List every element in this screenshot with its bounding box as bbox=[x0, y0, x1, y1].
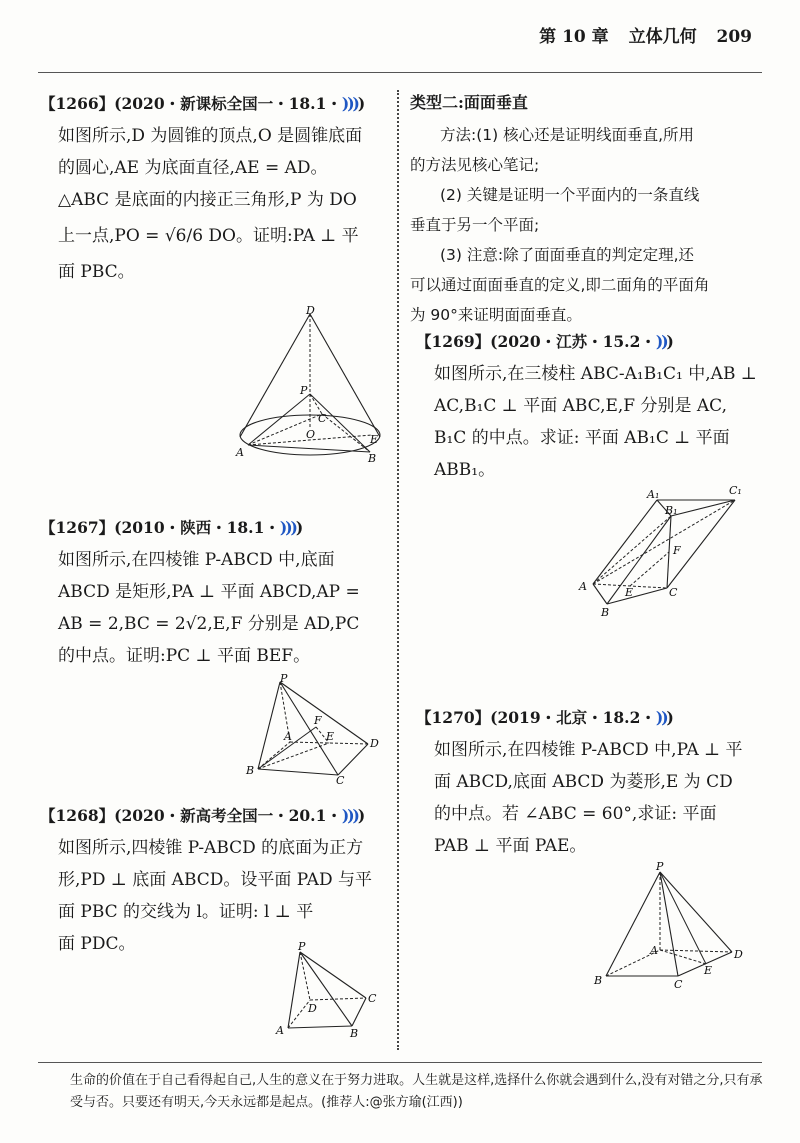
chapter-label: 第 10 章 bbox=[539, 27, 609, 47]
problem-1270-line: 的中点。若 ∠ABC = 60°,求证: 平面 bbox=[434, 804, 717, 824]
problem-1270-head: 【1270】(2019・北京・18.2・))) bbox=[416, 708, 674, 727]
label-C1: C₁ bbox=[729, 484, 742, 497]
problem-1269-line: B₁C 的中点。求证: 平面 AB₁C ⊥ 平面 bbox=[434, 428, 730, 448]
problem-1266-line: 的圆心,AE 为底面直径,AE = AD。 bbox=[58, 158, 328, 178]
problem-1269-head: 【1269】(2020・江苏・15.2・))) bbox=[416, 332, 674, 351]
label-E: E bbox=[704, 964, 713, 977]
problem-1269-line: ABB₁。 bbox=[434, 460, 496, 480]
problem-1268-line: 形,PD ⊥ 底面 ABCD。设平面 PAD 与平 bbox=[58, 870, 372, 890]
pyramid-1268-figure bbox=[270, 940, 390, 1040]
label-P: P bbox=[300, 384, 308, 397]
problem-1269 bbox=[416, 326, 764, 486]
label-P: P bbox=[656, 860, 664, 873]
problem-1266 bbox=[40, 88, 388, 288]
label-E: E bbox=[370, 433, 379, 446]
problem-1268-line: 面 PBC 的交线为 l。证明: l ⊥ 平 bbox=[58, 902, 314, 922]
footer-divider bbox=[38, 1062, 762, 1063]
problem-1267 bbox=[40, 512, 388, 672]
label-C: C bbox=[318, 412, 327, 425]
label-B: B bbox=[350, 1027, 359, 1040]
column-divider bbox=[397, 90, 399, 1050]
difficulty-icon: ))) bbox=[341, 94, 358, 113]
label-B: B bbox=[594, 974, 603, 987]
problem-1269-line: AC,B₁C ⊥ 平面 ABC,E,F 分别是 AC, bbox=[434, 396, 727, 416]
problem-1267-line: 的中点。证明:PC ⊥ 平面 BEF。 bbox=[58, 646, 311, 666]
label-C: C bbox=[669, 586, 678, 599]
prism-1269-figure bbox=[575, 480, 755, 620]
label-D: D bbox=[370, 737, 379, 750]
problem-1268 bbox=[40, 800, 388, 960]
problem-1267-line: AB = 2,BC = 2√2,E,F 分别是 AD,PC bbox=[58, 614, 360, 634]
label-A: A bbox=[650, 944, 658, 957]
problem-1266-head: 【1266】(2020・新课标全国一・18.1・)))) bbox=[40, 94, 366, 113]
method-line: 可以通过面面垂直的定义,即二面角的平面角 bbox=[410, 276, 710, 294]
problem-1270-line: 面 ABCD,底面 ABCD 为菱形,E 为 CD bbox=[434, 772, 733, 792]
chapter-title: 立体几何 bbox=[628, 27, 697, 47]
method-line: 的方法见核心笔记; bbox=[410, 156, 540, 174]
pyramid-1267-figure bbox=[240, 672, 390, 787]
problem-1266-line: 面 PBC。 bbox=[58, 262, 135, 282]
difficulty-icon: )) bbox=[655, 332, 667, 351]
problem-1268-line: 面 PDC。 bbox=[58, 934, 136, 954]
problem-1267-line: ABCD 是矩形,PA ⊥ 平面 ABCD,AP = bbox=[58, 582, 360, 602]
problem-1266-line: 如图所示,D 为圆锥的顶点,O 是圆锥底面 bbox=[58, 126, 363, 146]
problem-1267-head: 【1267】(2010・陕西・18.1・)))) bbox=[40, 518, 304, 537]
section-title: 类型二:面面垂直 bbox=[410, 93, 528, 112]
label-A1: A₁ bbox=[647, 488, 660, 501]
method-line: 垂直于另一个平面; bbox=[410, 216, 540, 234]
label-D: D bbox=[734, 948, 743, 961]
label-F: F bbox=[314, 714, 322, 727]
label-P: P bbox=[280, 672, 288, 685]
label-E: E bbox=[625, 586, 634, 599]
footer-quote: 生命的价值在于自己看得起自己,人生的意义在于努力进取。人生就是这样,选择什么你就会遇到什么,没有对错之分,只有承受与否。只要还有明天,今天永远都是起点。(推荐人:@张方瑜(江西)) bbox=[70, 1073, 763, 1110]
label-A: A bbox=[236, 446, 244, 459]
label-P: P bbox=[298, 940, 306, 953]
problem-1266-line: 上一点,PO = √6/6 DO。证明:PA ⊥ 平 bbox=[58, 226, 359, 246]
problem-1266-line: △ABC 是底面的内接正三角形,P 为 DO bbox=[58, 190, 357, 210]
problem-1267-line: 如图所示,在四棱锥 P-ABCD 中,底面 bbox=[58, 550, 335, 570]
cone-figure bbox=[232, 302, 392, 467]
method-line: 为 90°来证明面面垂直。 bbox=[410, 306, 582, 324]
label-B: B bbox=[368, 452, 377, 465]
label-D: D bbox=[306, 304, 315, 317]
problem-1270-line: PAB ⊥ 平面 PAE。 bbox=[434, 836, 587, 856]
page-number: 209 bbox=[716, 27, 752, 47]
method-line: (3) 注意:除了面面垂直的判定定理,还 bbox=[440, 246, 695, 264]
problem-1269-line: 如图所示,在三棱柱 ABC-A₁B₁C₁ 中,AB ⊥ bbox=[434, 364, 757, 384]
label-F: F bbox=[673, 544, 681, 557]
label-C: C bbox=[368, 992, 377, 1005]
label-B1: B₁ bbox=[665, 504, 678, 517]
label-A: A bbox=[276, 1024, 284, 1037]
label-A: A bbox=[579, 580, 587, 593]
label-O: O bbox=[306, 428, 316, 441]
label-C: C bbox=[336, 774, 345, 787]
label-B: B bbox=[246, 764, 255, 777]
page-header bbox=[525, 22, 752, 47]
label-E: E bbox=[326, 730, 335, 743]
difficulty-icon: ))) bbox=[279, 518, 296, 537]
problem-1268-head: 【1268】(2020・新高考全国一・20.1・)))) bbox=[40, 806, 366, 825]
pyramid-1270-figure bbox=[590, 858, 750, 993]
difficulty-icon: ))) bbox=[341, 806, 358, 825]
problem-1270 bbox=[416, 702, 764, 862]
difficulty-icon: )) bbox=[655, 708, 667, 727]
label-D: D bbox=[308, 1002, 317, 1015]
method-line: (2) 关键是证明一个平面内的一条直线 bbox=[440, 186, 700, 204]
problem-1270-line: 如图所示,在四棱锥 P-ABCD 中,PA ⊥ 平 bbox=[434, 740, 743, 760]
header-divider bbox=[38, 72, 762, 73]
section-method bbox=[410, 120, 755, 330]
label-A: A bbox=[284, 730, 292, 743]
label-C: C bbox=[674, 978, 683, 991]
problem-1268-line: 如图所示,四棱锥 P-ABCD 的底面为正方 bbox=[58, 838, 364, 858]
method-line: 方法:(1) 核心还是证明线面垂直,所用 bbox=[440, 126, 695, 144]
label-B: B bbox=[601, 606, 610, 619]
